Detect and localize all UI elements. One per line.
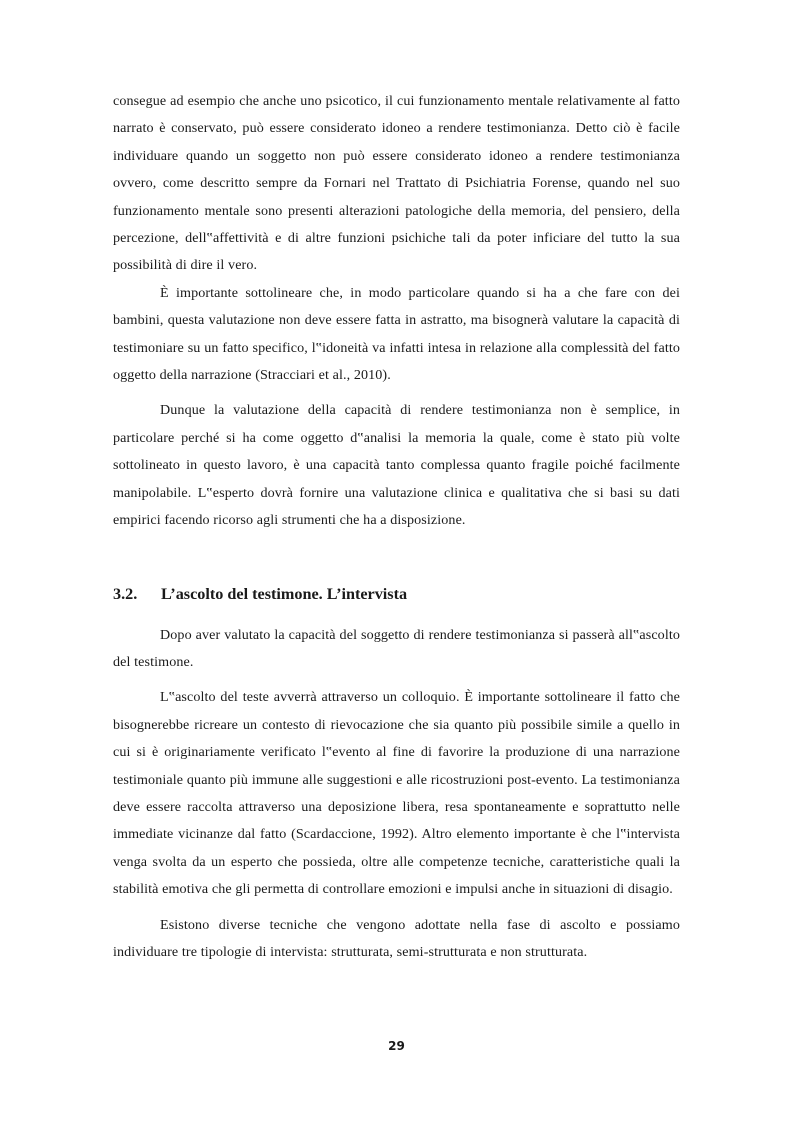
section-number: 3.2. [113,584,138,603]
section-heading [113,581,680,607]
paragraph-listening-intro: Dopo aver valutato la capacità del soggetto di rendere testimonianza si passerà all‟ascolto del testimone. [113,626,680,670]
paragraph-continuation: consegue ad esempio che anche uno psicotico, il cui funzionamento mentale relativamente al fatto narrato è conservato, può essere considerato idoneo a rendere testimonianza. Detto ciò è facile individuare quando un soggetto non può essere considerato idoneo a rendere testimonianza ovvero, come descritto sempre da Fornari nel Trattato di Psichiatria Forense, quando nel suo funzionamento mentale sono presenti alterazioni patologiche della memoria, del pensiero, della percezione, dell‟affettività e di altre funzioni psichiche tali da poter inficiare del tutto la sua possibilità di dire il vero. [113,93,680,274]
document-page [113,88,680,966]
paragraph-evaluation-context: È importante sottolineare che, in modo particolare quando si ha a che fare con dei bambini, questa valutazione non deve essere fatta in astratto, ma bisognerà valutare la capacità di testimoniare su un fatto specifico, l‟idoneità va infatti intesa in relazione alla complessità del fatto oggetto della narrazione (Stracciari et al., 2010). [113,284,680,384]
paragraph-interview-types: Esistono diverse tecniche che vengono adottate nella fase di ascolto e possiamo individuare tre tipologie di intervista: strutturata, semi-strutturata e non strutturata. [113,916,680,960]
paragraph-evaluation-summary: Dunque la valutazione della capacità di rendere testimonianza non è semplice, in particolare perché si ha come oggetto d‟analisi la memoria la quale, come è stato più volte sottolineato in questo lavoro, è una capacità tanto complessa quanto fragile poiché facilmente manipolabile. L‟esperto dovrà fornire una valutazione clinica e qualitativa che si basi su dati empirici facendo ricorso agli strumenti che ha a disposizione. [113,402,680,529]
page-number: 29 [388,1039,405,1053]
paragraph-listening-interview: L‟ascolto del teste avverrà attraverso un colloquio. È importante sottolineare il fatto che bisognerebbe ricreare un contesto di rievocazione che sia quanto più possibile simile a quello in cui si è originariamente verificato l‟evento al fine di favorire la produzione di una narrazione testimoniale quanto più immune alle suggestioni e alle ricostruzioni post-evento. La testimonianza deve essere raccolta attraverso una deposizione libera, resa spontaneamente e soprattutto nelle immediate vicinanze dal fatto (Scardaccione, 1992). Altro elemento importante è che l‟intervista venga svolta da un esperto che possieda, oltre alle competenze tecniche, caratteristiche quali la stabilità emotiva che gli permetta di controllare emozioni e impulsi anche in situazioni di disagio. [113,689,680,898]
section-title: L’ascolto del testimone. L’intervista [161,584,408,603]
